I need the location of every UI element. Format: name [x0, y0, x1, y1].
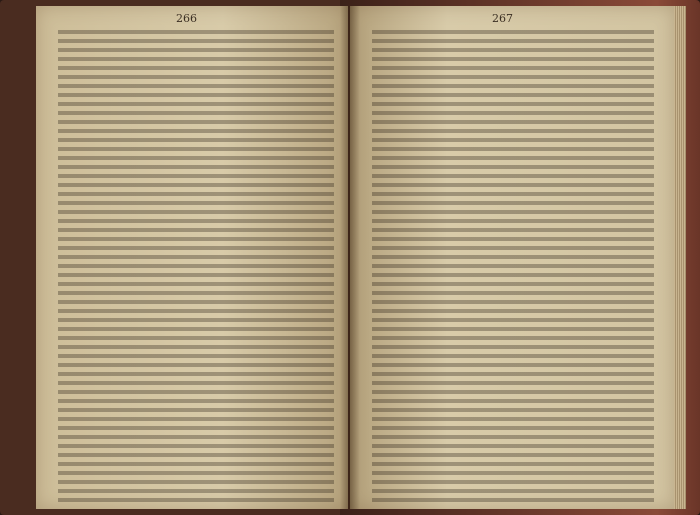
page-edges [674, 6, 686, 509]
right-page-text-placeholder [372, 30, 654, 502]
left-page-text-placeholder [58, 30, 334, 502]
left-page-number: 266 [176, 12, 197, 25]
right-page-number: 267 [492, 12, 513, 25]
book-gutter [340, 6, 360, 509]
